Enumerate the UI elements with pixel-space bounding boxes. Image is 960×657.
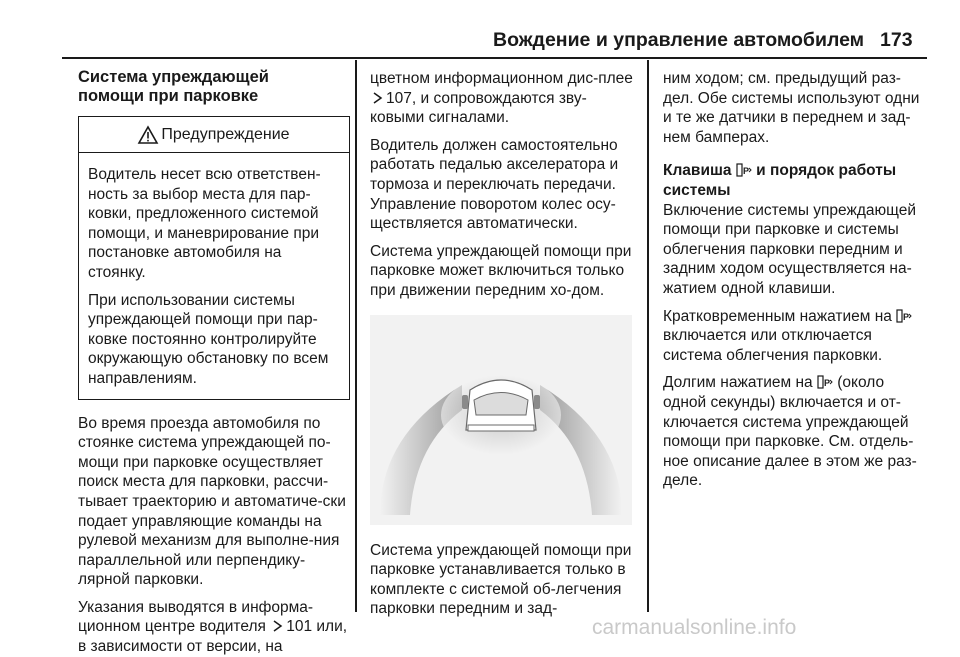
svg-text:P: P [903,311,910,322]
car-top-view-diagram [370,315,632,525]
column-3 [663,60,931,491]
watermark: carmanualsonline.info [592,616,797,639]
body-paragraph: Система упреждающей помощи при парковке может включиться только при движении передним хо-дом. [370,242,632,299]
parking-sensor-illustration [370,315,632,525]
body-paragraph [370,69,634,128]
warning-heading [79,117,349,153]
svg-text:P: P [823,378,830,389]
warning-heading-text: Предупреждение [161,125,290,143]
body-paragraph [663,373,931,491]
column-divider-1 [355,60,357,612]
section-title-line-1: Система упреждающей [78,68,269,86]
text-span: или, в зависимости от версии, на [78,618,348,656]
text-span: Кратковременным нажатием на [663,307,897,325]
body-paragraph-info-center [78,598,350,657]
warning-body [79,153,349,399]
parking-assist-key-icon [817,375,833,389]
page-header [0,0,960,56]
text-span: (около одной секунды) включается и от-ключается система упреждающей помощи при парковке. См. отдель-ное описание далее в этом же раз-деле. [663,374,917,490]
text-span: , и сопровождаются зву-ковыми сигналами. [370,89,587,127]
text-span: включается или отключается система облегчения парковки. [663,327,883,364]
parking-assist-key-icon [896,309,912,323]
figure-caption-paragraph: Система упреждающей помощи при парковке устанавливается только в комплекте с системой об-легчения парковки передним и зад- [370,541,632,618]
warning-triangle-icon [138,126,158,144]
page-reference-icon [370,91,386,105]
page-reference[interactable]: 101 [286,618,313,636]
column-1 [78,60,350,657]
text-span: Клавиша [663,162,736,180]
warning-box [78,116,350,400]
car-icon [462,380,540,431]
body-paragraph [663,307,931,366]
column-divider-2 [647,60,649,612]
section-title [78,68,350,106]
page-reference-icon [270,619,286,633]
svg-text:P: P [742,166,749,177]
text-span: Указания выводятся в информа-ционном центре водителя [78,598,314,636]
chapter-title: Вождение и управление автомобилем [493,29,865,51]
text-span: и порядок работы системы [663,162,897,199]
parking-assist-key-icon [736,163,752,177]
page-reference[interactable]: 107 [386,89,412,107]
subsection-heading [663,161,931,200]
page-number: 173 [880,29,913,51]
section-title-line-2: помощи при парковке [78,87,259,105]
warning-paragraph: Водитель несет всю ответствен-ность за выбор места для пар-ковки, предложенного системой помощи, и маневрирование при постановке автомобиля на стоянку. [88,166,321,281]
body-paragraph: Во время проезда автомобиля по стоянке система упреждающей по-мощи при парковке осуществляет поиск места для парковки, рассчи-тывает траекторию и автоматиче-ски подает управляющие команды на рулевой механизм для выполне-ния параллельной или перпендику-лярной парковки. [78,414,346,589]
body-paragraph: Включение системы упреждающей помощи при парковке и системы облегчения парковки передним и задним ходом осуществляется на-жатием одной клавиши. [663,201,916,297]
text-span: Долгим нажатием на [663,374,817,392]
header-divider [62,57,927,59]
body-paragraph: Водитель должен самостоятельно работать педалью акселератора и тормоза и переключать передачи. Управление поворотом колес осу-ществляется автоматически. [370,136,619,233]
text-span: цветном информационном дис-плее [370,70,633,87]
warning-paragraph: При использовании системы упреждающей помощи при пар-ковке постоянно контролируйте окружающую обстановку по всем направлениям. [88,291,329,387]
body-paragraph: ним ходом; см. предыдущий раз-дел. Обе системы используют одни и те же датчики в переднем и зад-нем бамперах. [663,70,920,146]
column-2 [370,60,634,619]
